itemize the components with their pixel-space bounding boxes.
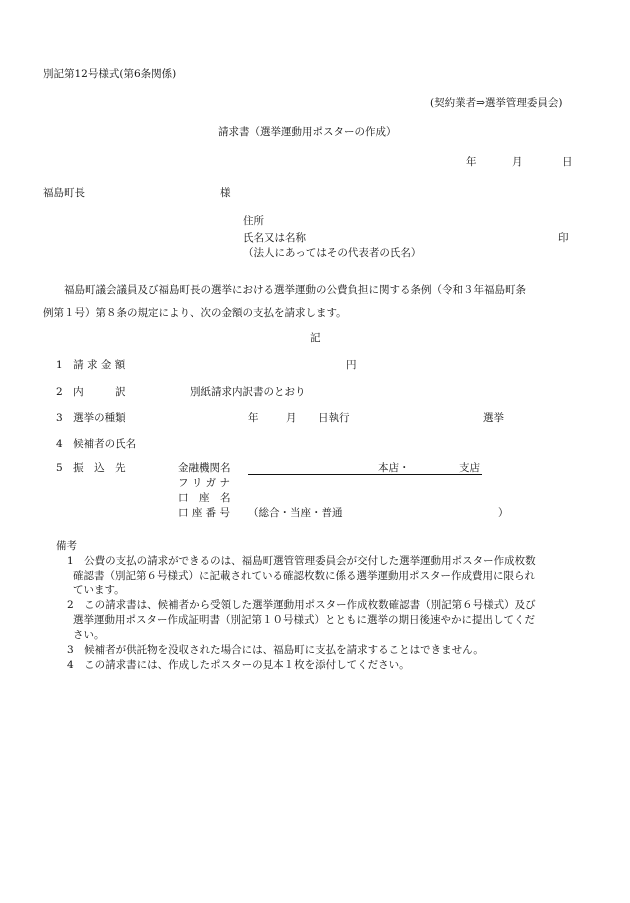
- branch-option: 支店: [459, 462, 480, 474]
- ki-mark: 記: [310, 332, 321, 344]
- account-type-options: （総合・当座・普通: [248, 507, 343, 519]
- note-2-line-2: 選挙運動用ポスター作成証明書（別記第１０号様式）とともに選挙の期日後速やかに提出してくだ: [73, 614, 535, 626]
- date-year: 年: [466, 156, 477, 168]
- furigana-label: フ リ ガ ナ: [178, 477, 231, 489]
- note-2-line-1: 2 この請求書は、候補者から受領した選挙運動用ポスター作成枚数確認書（別記第６号様式）及び: [67, 599, 536, 611]
- item-election-label: 3 選挙の種類: [56, 412, 126, 424]
- election-month: 月: [286, 412, 297, 424]
- note-4: 4 この請求書には、作成したポスターの見本１枚を添付してください。: [67, 659, 410, 671]
- addressee-honorific: 様: [220, 187, 231, 199]
- document-title: 請求書（選挙運動用ポスターの作成）: [218, 126, 397, 138]
- form-number: 別記第12号様式(第6条関係): [43, 68, 177, 80]
- bank-name-label: 金融機関名: [178, 462, 231, 474]
- note-2-line-3: さい。: [73, 629, 105, 641]
- account-type-close: ）: [498, 507, 509, 519]
- date-day: 日: [562, 156, 573, 168]
- name-label: 氏名又は名称: [243, 232, 306, 244]
- addressee-name: 福島町長: [43, 187, 85, 199]
- notes-heading: 備考: [56, 540, 77, 552]
- note-1-line-2: 確認書（別記第６号様式）に記載されている確認枚数に係る選挙運動用ポスター作成費用に限られ: [73, 570, 535, 582]
- seal-mark: 印: [558, 232, 569, 244]
- item-amount-label: 1 請 求 金 額: [56, 359, 126, 371]
- item-breakdown-label: 2 内 訳: [56, 386, 126, 398]
- note-3: 3 候補者が供託物を没収された場合には、福島町に支払を請求することはできません。: [67, 644, 484, 656]
- election-day-exec: 日執行: [318, 412, 350, 424]
- date-month: 月: [512, 156, 523, 168]
- election-suffix: 選挙: [483, 412, 504, 424]
- account-number-label: 口 座 番 号: [178, 507, 231, 519]
- address-label: 住所: [243, 215, 264, 227]
- note-1-line-3: ています。: [73, 584, 125, 596]
- body-line-1: 福島町議会議員及び福島町長の選挙における選挙運動の公費負担に関する条例（令和３年福島町条: [64, 284, 526, 296]
- representative-note: （法人にあってはその代表者の氏名）: [243, 247, 422, 259]
- body-line-2: 例第１号）第８条の規定により、次の金額の支払を請求します。: [43, 307, 347, 319]
- item-breakdown-value: 別紙請求内訳書のとおり: [190, 386, 306, 398]
- bank-name-underline: [248, 474, 482, 475]
- election-year: 年: [248, 412, 259, 424]
- item-candidate-label: 4 候補者の氏名: [56, 438, 137, 450]
- item-transfer-label: 5 振 込 先: [56, 462, 126, 474]
- item-amount-unit: 円: [346, 359, 357, 371]
- route-note: (契約業者⇒選挙管理委員会): [430, 97, 563, 109]
- account-name-label: 口 座 名: [178, 492, 231, 504]
- note-1-line-1: 1 公費の支払の請求ができるのは、福島町選管管理委員会が交付した選挙運動用ポスター作成枚数: [67, 555, 536, 567]
- head-office-option: 本店・: [378, 462, 410, 474]
